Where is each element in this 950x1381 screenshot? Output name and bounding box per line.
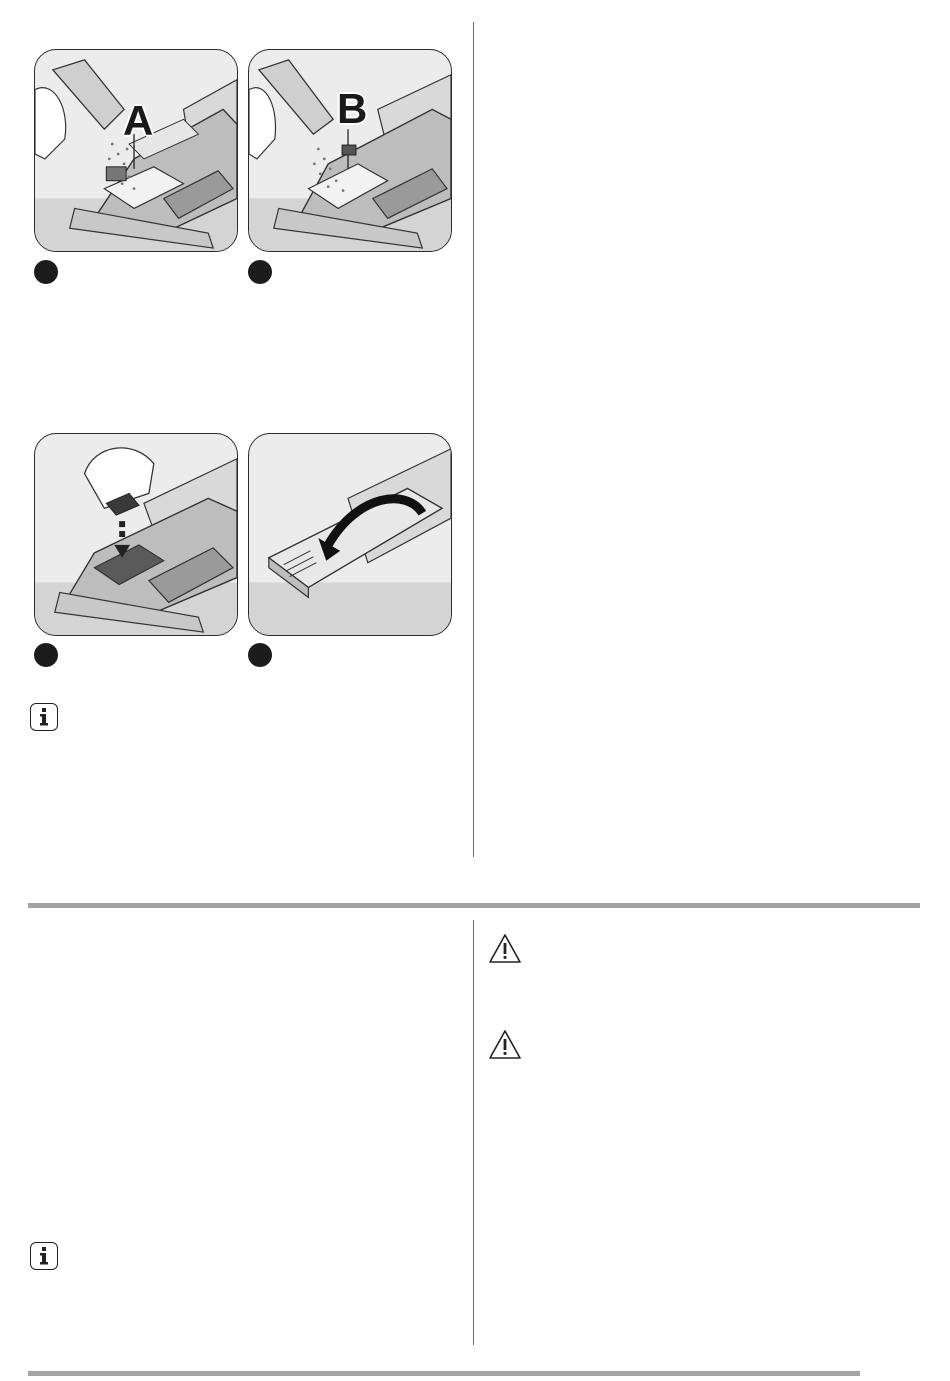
figure-fill-detergent-b — [248, 49, 452, 252]
callout-label-a: A — [123, 97, 154, 144]
info-glyph — [39, 1247, 49, 1265]
step-marker-3 — [34, 643, 58, 667]
info-icon — [30, 1242, 58, 1270]
step-marker-4 — [248, 643, 272, 667]
figure-close-lid — [248, 433, 452, 636]
dispenser-illustration — [249, 434, 451, 635]
warning-triangle-icon — [488, 933, 522, 965]
column-divider-top — [473, 22, 474, 857]
info-glyph — [39, 708, 49, 726]
section-rule-bottom — [28, 1371, 860, 1376]
dispenser-illustration — [35, 50, 237, 251]
column-divider-bottom — [473, 920, 474, 1345]
dispenser-illustration — [35, 434, 237, 635]
section-rule-top — [28, 903, 920, 908]
step-marker-1 — [34, 260, 58, 284]
step-marker-2 — [248, 260, 272, 284]
dispenser-illustration — [249, 50, 451, 251]
callout-label-b: B — [337, 85, 368, 132]
info-icon — [30, 703, 58, 731]
figure-close-cap — [34, 433, 238, 636]
warning-triangle-icon — [488, 1029, 522, 1061]
figure-fill-detergent-a — [34, 49, 238, 252]
